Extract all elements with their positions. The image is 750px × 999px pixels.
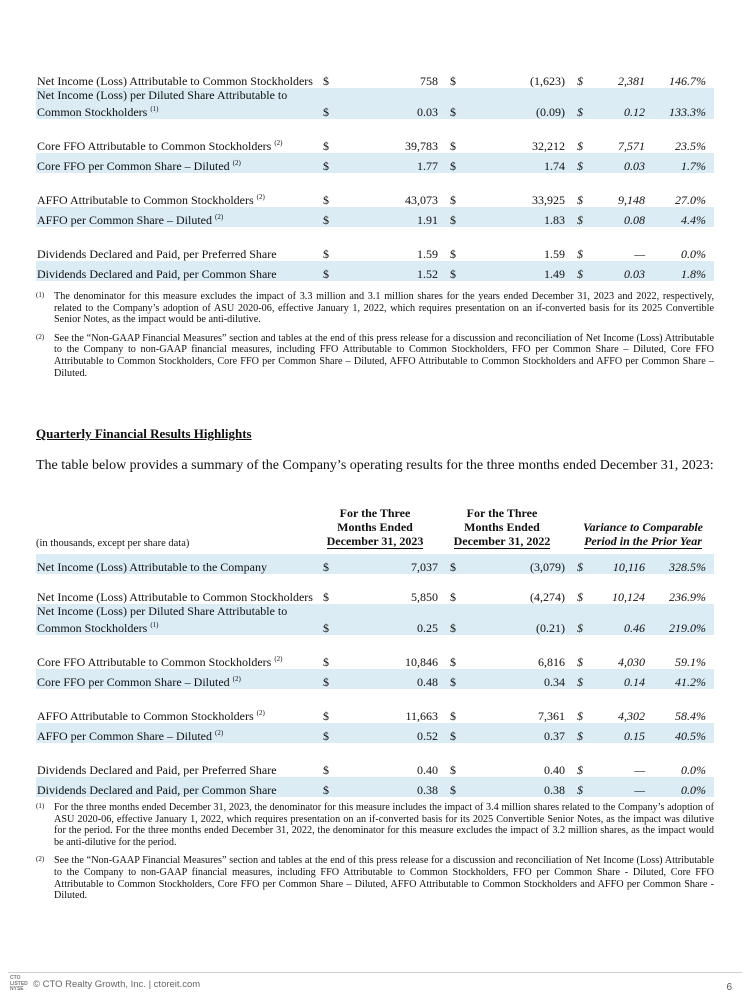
- variance-percent: 236.9%: [669, 590, 706, 604]
- value-prior: 0.34: [468, 669, 573, 689]
- currency-symbol: $: [450, 74, 456, 88]
- table-row: [36, 649, 714, 669]
- currency-symbol: $: [323, 655, 329, 669]
- footnote: [36, 802, 714, 848]
- currency-symbol: $: [319, 261, 341, 281]
- row-label: Net Income (Loss) Attributable to Common Stockholders: [37, 74, 313, 88]
- row-label: AFFO per Common Share – Diluted $^{(2)}$: [36, 207, 319, 227]
- currency-symbol: $: [323, 709, 329, 723]
- variance-percent: 4.4%: [653, 207, 714, 227]
- col-header-2023-line2: Months Ended: [337, 520, 413, 534]
- table-row: [36, 554, 714, 574]
- variance-percent: 0.0%: [681, 763, 706, 777]
- footer: [10, 976, 200, 993]
- variance-amount: 0.46: [593, 604, 653, 635]
- currency-symbol: $: [446, 153, 468, 173]
- quarterly-results-table: [36, 554, 714, 797]
- currency-symbol: $: [319, 153, 341, 173]
- variance-percent: 58.4%: [675, 709, 706, 723]
- table-row: [36, 187, 714, 207]
- currency-symbol: $: [573, 88, 593, 119]
- variance-percent: 219.0%: [653, 604, 714, 635]
- annual-results-table: [36, 58, 714, 281]
- currency-symbol: $: [450, 655, 456, 669]
- variance-percent: 27.0%: [675, 193, 706, 207]
- table-row: [36, 669, 714, 689]
- currency-symbol: $: [446, 669, 468, 689]
- row-label: Core FFO per Common Share – Diluted $^{(2)}$: [36, 153, 319, 173]
- currency-symbol: $: [573, 261, 593, 281]
- footnote: [36, 291, 714, 326]
- col-header-variance-line1: Variance to Comparable: [582, 520, 703, 534]
- row-label: Net Income (Loss) Attributable to Common Stockholders: [37, 590, 313, 604]
- footnote-marker: (1): [36, 802, 45, 810]
- variance-amount: —: [634, 247, 645, 261]
- footnote-text: See the “Non-GAAP Financial Measures” section and tables at the end of this press release for a discussion and reconciliation of Net Income (Loss) Attributable to the Company to non-GAAP financial measures, including FFO Attributable to Common Stockholders, FFO per Common Share - Diluted, Core FFO Attributable to Common Stockholders, Core FFO per Common Share – Diluted, AFFO Attributable to Common Stockholders and AFFO per Common Share - Diluted.: [54, 855, 714, 902]
- table-row: [36, 703, 714, 723]
- col-header-2022-line1: For the Three: [466, 506, 538, 520]
- currency-symbol: $: [319, 604, 341, 635]
- currency-symbol: $: [319, 88, 341, 119]
- value-current: 0.40: [417, 763, 438, 777]
- value-current: 1.52: [341, 261, 446, 281]
- value-prior: 1.83: [468, 207, 573, 227]
- annual-footnotes: [36, 291, 714, 386]
- row-label: Dividends Declared and Paid, per Common Share: [36, 777, 319, 797]
- col-header-2022-line3: December 31, 2022: [453, 534, 551, 548]
- currency-symbol: $: [323, 193, 329, 207]
- currency-symbol: $: [319, 723, 341, 743]
- currency-symbol: $: [577, 709, 583, 723]
- variance-percent: 0.0%: [653, 777, 714, 797]
- col-header-2023-line1: For the Three: [339, 506, 411, 520]
- variance-amount: 0.14: [593, 669, 653, 689]
- value-current: 43,073: [405, 193, 438, 207]
- currency-symbol: $: [446, 207, 468, 227]
- section-intro: The table below provides a summary of the Company’s operating results for the three months ended December 31, 2023:: [36, 458, 714, 473]
- col-header-variance: [570, 520, 716, 549]
- variance-percent: 1.8%: [653, 261, 714, 281]
- row-label: Dividends Declared and Paid, per Common Share: [36, 261, 319, 281]
- footnote-ref: (2): [256, 709, 265, 717]
- table-row: [36, 757, 714, 777]
- value-prior: 6,816: [538, 655, 565, 669]
- units-label: (in thousands, except per share data): [36, 538, 190, 549]
- variance-percent: 1.7%: [653, 153, 714, 173]
- currency-symbol: $: [450, 139, 456, 153]
- variance-percent: 133.3%: [653, 88, 714, 119]
- logo-line-1: CTO: [10, 975, 21, 981]
- currency-symbol: $: [450, 709, 456, 723]
- quarterly-footnotes: [36, 802, 714, 909]
- currency-symbol: $: [577, 193, 583, 207]
- value-prior: 0.37: [468, 723, 573, 743]
- value-current: 0.25: [341, 604, 446, 635]
- currency-symbol: $: [573, 669, 593, 689]
- value-current: 0.03: [341, 88, 446, 119]
- currency-symbol: $: [323, 763, 329, 777]
- value-current: 1.59: [417, 247, 438, 261]
- currency-symbol: $: [577, 655, 583, 669]
- footnote-marker: (2): [36, 855, 45, 864]
- footnote-ref: (2): [232, 159, 241, 167]
- currency-symbol: $: [319, 554, 341, 574]
- currency-symbol: $: [577, 247, 583, 261]
- table-row: [36, 574, 714, 604]
- value-current: 10,846: [405, 655, 438, 669]
- logo-line-3: NYSE: [10, 986, 24, 992]
- footnote-ref: (1): [150, 105, 159, 113]
- col-header-variance-line2: Period in the Prior Year: [584, 534, 702, 548]
- row-label: Dividends Declared and Paid, per Preferred Share: [37, 247, 277, 261]
- currency-symbol: $: [446, 723, 468, 743]
- table-row: [36, 604, 714, 635]
- row-label: Net Income (Loss) per Diluted Share Attributable to Common Stockholders $^{(1)}$: [36, 88, 319, 119]
- value-prior: 1.59: [544, 247, 565, 261]
- value-prior: (1,623): [530, 74, 565, 88]
- footnote-ref: (2): [232, 675, 241, 683]
- footnote-ref: (1): [150, 621, 159, 629]
- row-label: Core FFO Attributable to Common Stockholders $^{(2)}$: [37, 655, 283, 669]
- currency-symbol: $: [450, 590, 456, 604]
- value-prior: 1.74: [468, 153, 573, 173]
- variance-amount: 4,302: [618, 709, 645, 723]
- value-current: 0.38: [341, 777, 446, 797]
- row-label: AFFO Attributable to Common Stockholders $^{(2)}$: [37, 193, 265, 207]
- variance-percent: 59.1%: [675, 655, 706, 669]
- variance-amount: 0.12: [593, 88, 653, 119]
- row-label: Net Income (Loss) per Diluted Share Attributable to Common Stockholders $^{(1)}$: [36, 604, 319, 635]
- value-prior: 1.49: [468, 261, 573, 281]
- variance-amount: 2,381: [618, 74, 645, 88]
- footnote-ref: (2): [274, 139, 283, 147]
- table-row: [36, 153, 714, 173]
- footnote-ref: (2): [215, 729, 224, 737]
- footnote: [36, 333, 714, 379]
- currency-symbol: $: [450, 193, 456, 207]
- value-prior: 0.40: [544, 763, 565, 777]
- footnote-text: The denominator for this measure excludes the impact of 3.3 million and 3.1 million shares for the years ended December 31, 2023 and 2022, respectively, related to the Company’s adoption of ASU 2020-06, effective January 1, 2022, which requires presentation on an if-converted basis for its 2025 Convertible Senior Notes, as the impact would be anti-dilutive.: [54, 291, 714, 326]
- footer-divider: [8, 972, 742, 973]
- footnote-text: See the “Non-GAAP Financial Measures” section and tables at the end of this press release for a discussion and reconciliation of Net Income (Loss) Attributable to the Company to non-GAAP financial measures, including FFO Attributable to Common Stockholders, FFO per Common Share – Diluted, Core FFO Attributable to Common Stockholders, Core FFO per Common Share – Diluted, AFFO Attributable to Common Stockholders and AFFO per Common Share – Diluted.: [54, 332, 714, 379]
- value-current: 5,850: [411, 590, 438, 604]
- row-label: Net Income (Loss) Attributable to the Company: [36, 554, 319, 574]
- footnote-ref: (2): [215, 213, 224, 221]
- currency-symbol: $: [446, 777, 468, 797]
- footnote-text: For the three months ended December 31, 2023, the denominator for this measure includes the impact of 3.4 million shares related to the Company’s adoption of ASU 2020-06, effective January 1, 2022, which requires presentation on an if-converted basis for its 2025 Convertible Senior Notes, as the impact was dilutive for the period. For the three months ended December 31, 2022, the denominator for this measure excludes the impact of 3.2 million shares, as the impact would be anti-dilutive for the period.: [54, 802, 714, 848]
- variance-amount: 10,124: [612, 590, 645, 604]
- variance-percent: 328.5%: [653, 554, 714, 574]
- variance-percent: 23.5%: [675, 139, 706, 153]
- currency-symbol: $: [573, 153, 593, 173]
- value-prior: 33,925: [532, 193, 565, 207]
- currency-symbol: $: [319, 669, 341, 689]
- variance-percent: 0.0%: [681, 247, 706, 261]
- currency-symbol: $: [450, 247, 456, 261]
- variance-amount: —: [593, 777, 653, 797]
- variance-amount: 10,116: [593, 554, 653, 574]
- footnote-marker: (2): [36, 332, 45, 341]
- currency-symbol: $: [446, 88, 468, 119]
- value-current: 1.91: [341, 207, 446, 227]
- cto-nyse-logo: [10, 976, 30, 993]
- table-row: [36, 133, 714, 153]
- variance-amount: 0.08: [593, 207, 653, 227]
- row-label: Dividends Declared and Paid, per Preferred Share: [37, 763, 277, 777]
- currency-symbol: $: [323, 590, 329, 604]
- variance-amount: —: [634, 763, 645, 777]
- value-current: 11,663: [405, 709, 438, 723]
- variance-percent: 146.7%: [669, 74, 706, 88]
- table-row: [36, 207, 714, 227]
- variance-percent: 40.5%: [653, 723, 714, 743]
- currency-symbol: $: [573, 604, 593, 635]
- value-prior: (4,274): [530, 590, 565, 604]
- currency-symbol: $: [573, 207, 593, 227]
- col-header-2023: [320, 506, 430, 549]
- currency-symbol: $: [446, 554, 468, 574]
- row-label: Core FFO Attributable to Common Stockholders $^{(2)}$: [37, 139, 283, 153]
- currency-symbol: $: [323, 74, 329, 88]
- page-number: 6: [726, 982, 732, 993]
- col-header-2022: [447, 506, 557, 549]
- variance-percent: 41.2%: [653, 669, 714, 689]
- footnote-ref: (2): [256, 193, 265, 201]
- variance-amount: 4,030: [618, 655, 645, 669]
- row-label: Core FFO per Common Share – Diluted $^{(2)}$: [36, 669, 319, 689]
- value-current: 39,783: [405, 139, 438, 153]
- table-row: [36, 261, 714, 281]
- currency-symbol: $: [446, 604, 468, 635]
- value-current: 0.48: [341, 669, 446, 689]
- currency-symbol: $: [577, 139, 583, 153]
- section-title: Quarterly Financial Results Highlights: [36, 426, 252, 441]
- value-prior: (3,079): [468, 554, 573, 574]
- col-header-2022-line2: Months Ended: [464, 520, 540, 534]
- footnote: [36, 855, 714, 901]
- currency-symbol: $: [577, 763, 583, 777]
- variance-amount: 0.15: [593, 723, 653, 743]
- value-current: 1.77: [341, 153, 446, 173]
- currency-symbol: $: [573, 554, 593, 574]
- value-prior: 0.38: [468, 777, 573, 797]
- col-header-2023-line3: December 31, 2023: [326, 534, 424, 548]
- currency-symbol: $: [573, 723, 593, 743]
- variance-amount: 7,571: [618, 139, 645, 153]
- variance-amount: 0.03: [593, 153, 653, 173]
- currency-symbol: $: [573, 777, 593, 797]
- currency-symbol: $: [450, 763, 456, 777]
- value-prior: 7,361: [538, 709, 565, 723]
- currency-symbol: $: [577, 590, 583, 604]
- currency-symbol: $: [577, 74, 583, 88]
- value-prior: 32,212: [532, 139, 565, 153]
- footnote-ref: (2): [274, 655, 283, 663]
- currency-symbol: $: [319, 207, 341, 227]
- currency-symbol: $: [319, 777, 341, 797]
- table-row: [36, 88, 714, 119]
- table-row: [36, 58, 714, 88]
- variance-amount: 9,148: [618, 193, 645, 207]
- row-label: AFFO Attributable to Common Stockholders $^{(2)}$: [37, 709, 265, 723]
- footer-text: © CTO Realty Growth, Inc. | ctoreit.com: [33, 978, 201, 990]
- value-current: 758: [420, 74, 438, 88]
- currency-symbol: $: [446, 261, 468, 281]
- footnote-marker: (1): [36, 291, 45, 299]
- value-current: 0.52: [341, 723, 446, 743]
- table-row: [36, 241, 714, 261]
- value-prior: (0.09): [468, 88, 573, 119]
- currency-symbol: $: [323, 139, 329, 153]
- currency-symbol: $: [323, 247, 329, 261]
- table-row: [36, 723, 714, 743]
- logo-line-2: LISTED: [10, 980, 28, 987]
- table-row: [36, 777, 714, 797]
- variance-amount: 0.03: [593, 261, 653, 281]
- value-prior: (0.21): [468, 604, 573, 635]
- row-label: AFFO per Common Share – Diluted $^{(2)}$: [36, 723, 319, 743]
- value-current: 7,037: [341, 554, 446, 574]
